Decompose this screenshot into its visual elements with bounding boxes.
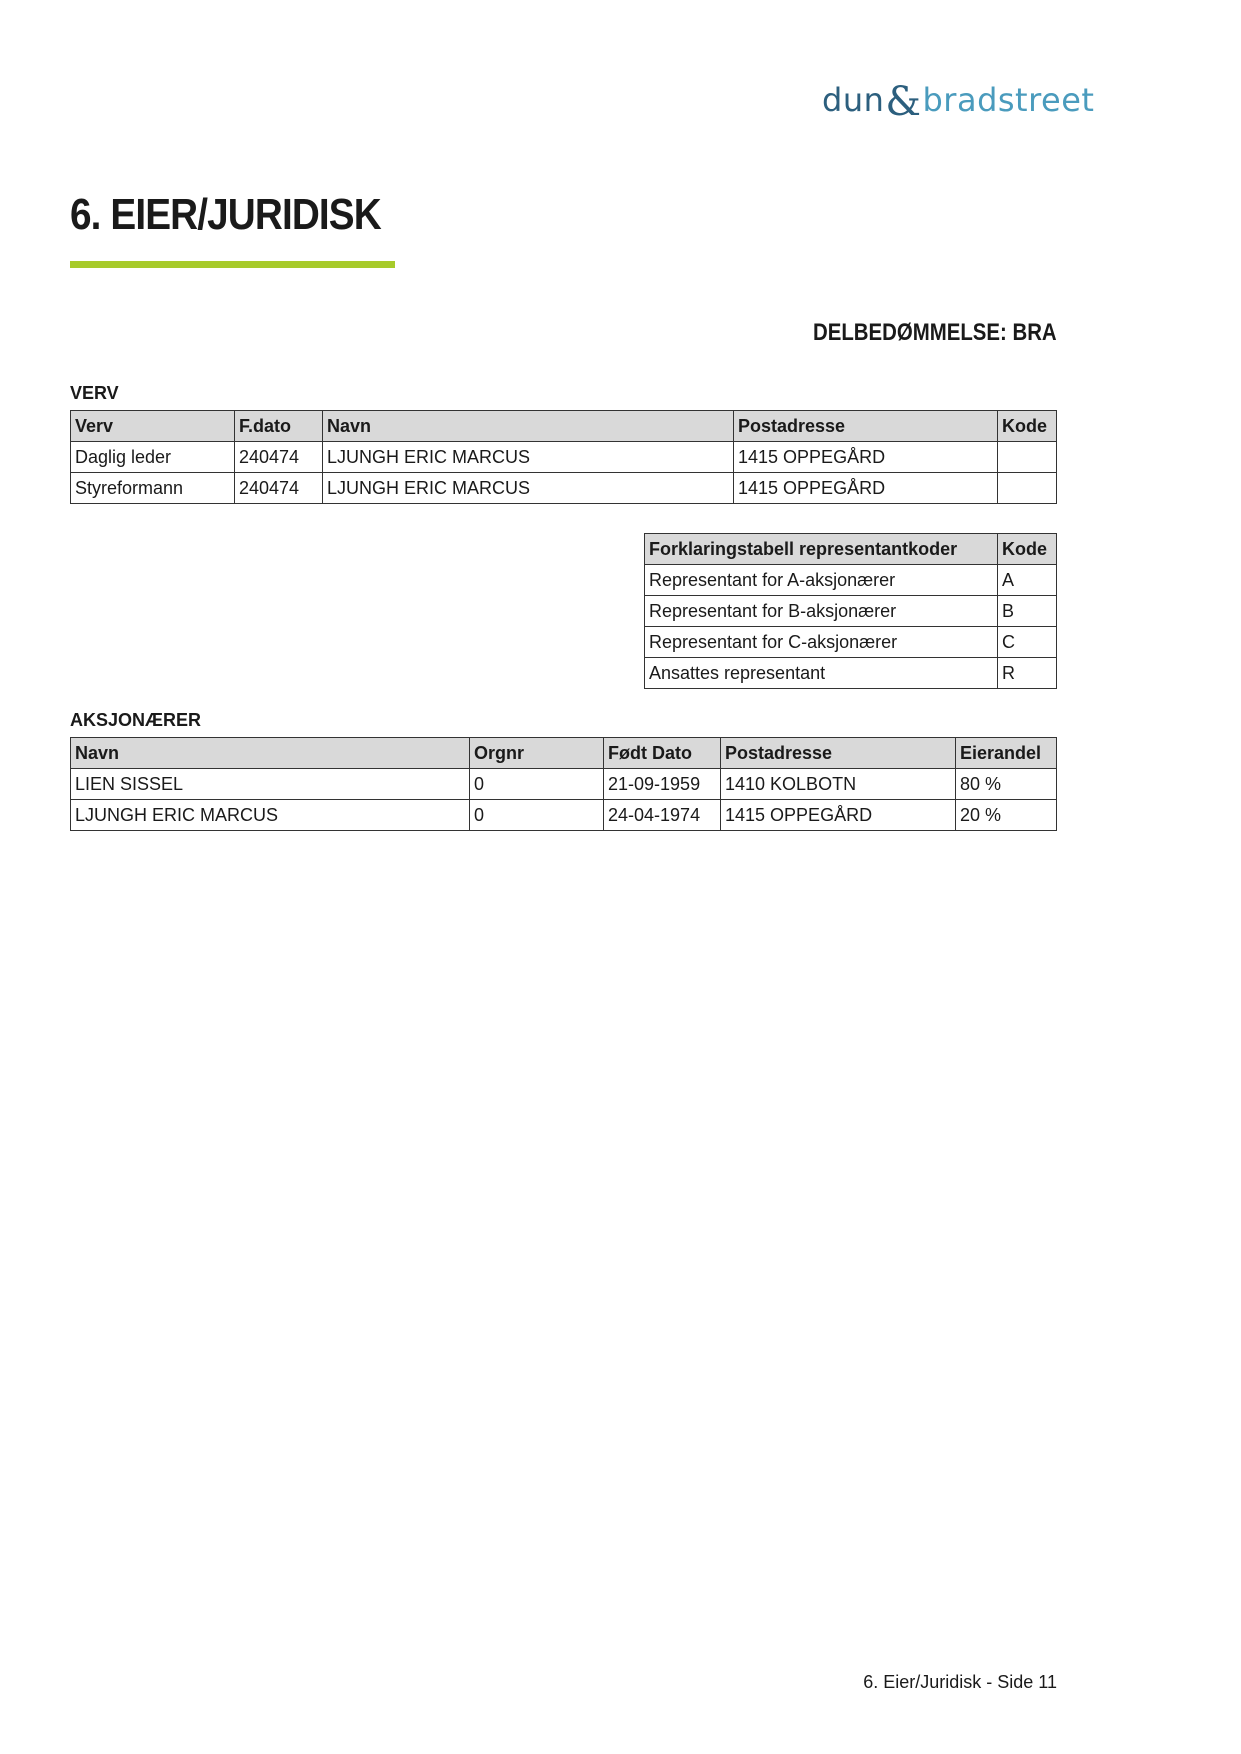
- title-underline: [70, 261, 395, 268]
- table-cell: LJUNGH ERIC MARCUS: [323, 473, 734, 504]
- logo-ampersand: &: [885, 79, 922, 125]
- page-footer: 6. Eier/Juridisk - Side 11: [863, 1672, 1057, 1692]
- column-header: Forklaringstabell representantkoder: [645, 534, 998, 565]
- table-cell: [998, 473, 1057, 504]
- table-cell: 24-04-1974: [604, 800, 721, 831]
- table-row: [71, 473, 1057, 504]
- table-cell: [998, 442, 1057, 473]
- table-row: [645, 627, 1057, 658]
- column-header: Verv: [71, 411, 235, 442]
- table-cell: LJUNGH ERIC MARCUS: [71, 800, 470, 831]
- table-cell: Daglig leder: [71, 442, 235, 473]
- table-cell: Representant for B-aksjonærer: [645, 596, 998, 627]
- table-header-row: [71, 411, 1057, 442]
- column-header: Navn: [71, 738, 470, 769]
- verv-section-label: VERV: [70, 383, 119, 403]
- aksjonaerer-section-label: AKSJONÆRER: [70, 710, 202, 730]
- table-cell: 1410 KOLBOTN: [721, 769, 956, 800]
- table-header-row: [645, 534, 1057, 565]
- dun-bradstreet-logo: [822, 78, 1095, 125]
- table-cell: LIEN SISSEL: [71, 769, 470, 800]
- column-header: Eierandel: [956, 738, 1057, 769]
- table-cell: 1415 OPPEGÅRD: [721, 800, 956, 831]
- table-row: [645, 565, 1057, 596]
- table-cell: 240474: [235, 442, 323, 473]
- verv-table: [70, 410, 1057, 504]
- column-header: Orgnr: [470, 738, 604, 769]
- column-header: Navn: [323, 411, 734, 442]
- table-cell: Ansattes representant: [645, 658, 998, 689]
- table-cell: Representant for A-aksjonærer: [645, 565, 998, 596]
- table-cell: 1415 OPPEGÅRD: [734, 473, 998, 504]
- table-cell: 1415 OPPEGÅRD: [734, 442, 998, 473]
- aksjonaerer-table: [70, 737, 1057, 831]
- table-row: [71, 769, 1057, 800]
- table-row: [645, 658, 1057, 689]
- table-row: [71, 442, 1057, 473]
- table-cell: 0: [470, 769, 604, 800]
- table-cell: C: [998, 627, 1057, 658]
- rating-label: DELBEDØMMELSE: BRA: [813, 319, 1057, 346]
- table-cell: Representant for C-aksjonærer: [645, 627, 998, 658]
- table-cell: Styreformann: [71, 473, 235, 504]
- table-cell: 0: [470, 800, 604, 831]
- table-cell: 80 %: [956, 769, 1057, 800]
- table-cell: LJUNGH ERIC MARCUS: [323, 442, 734, 473]
- table-cell: 240474: [235, 473, 323, 504]
- table-cell: R: [998, 658, 1057, 689]
- column-header: Postadresse: [734, 411, 998, 442]
- column-header: Kode: [998, 534, 1057, 565]
- column-header: Kode: [998, 411, 1057, 442]
- column-header: F.dato: [235, 411, 323, 442]
- table-cell: A: [998, 565, 1057, 596]
- table-row: [645, 596, 1057, 627]
- table-row: [71, 800, 1057, 831]
- column-header: Født Dato: [604, 738, 721, 769]
- column-header: Postadresse: [721, 738, 956, 769]
- forklaring-table: [644, 533, 1057, 689]
- table-cell: B: [998, 596, 1057, 627]
- page-title: 6. EIER/JURIDISK: [70, 190, 381, 239]
- table-cell: 21-09-1959: [604, 769, 721, 800]
- logo-dun-text: dun: [822, 81, 885, 119]
- table-header-row: [71, 738, 1057, 769]
- logo-bradstreet-text: bradstreet: [922, 81, 1095, 119]
- table-cell: 20 %: [956, 800, 1057, 831]
